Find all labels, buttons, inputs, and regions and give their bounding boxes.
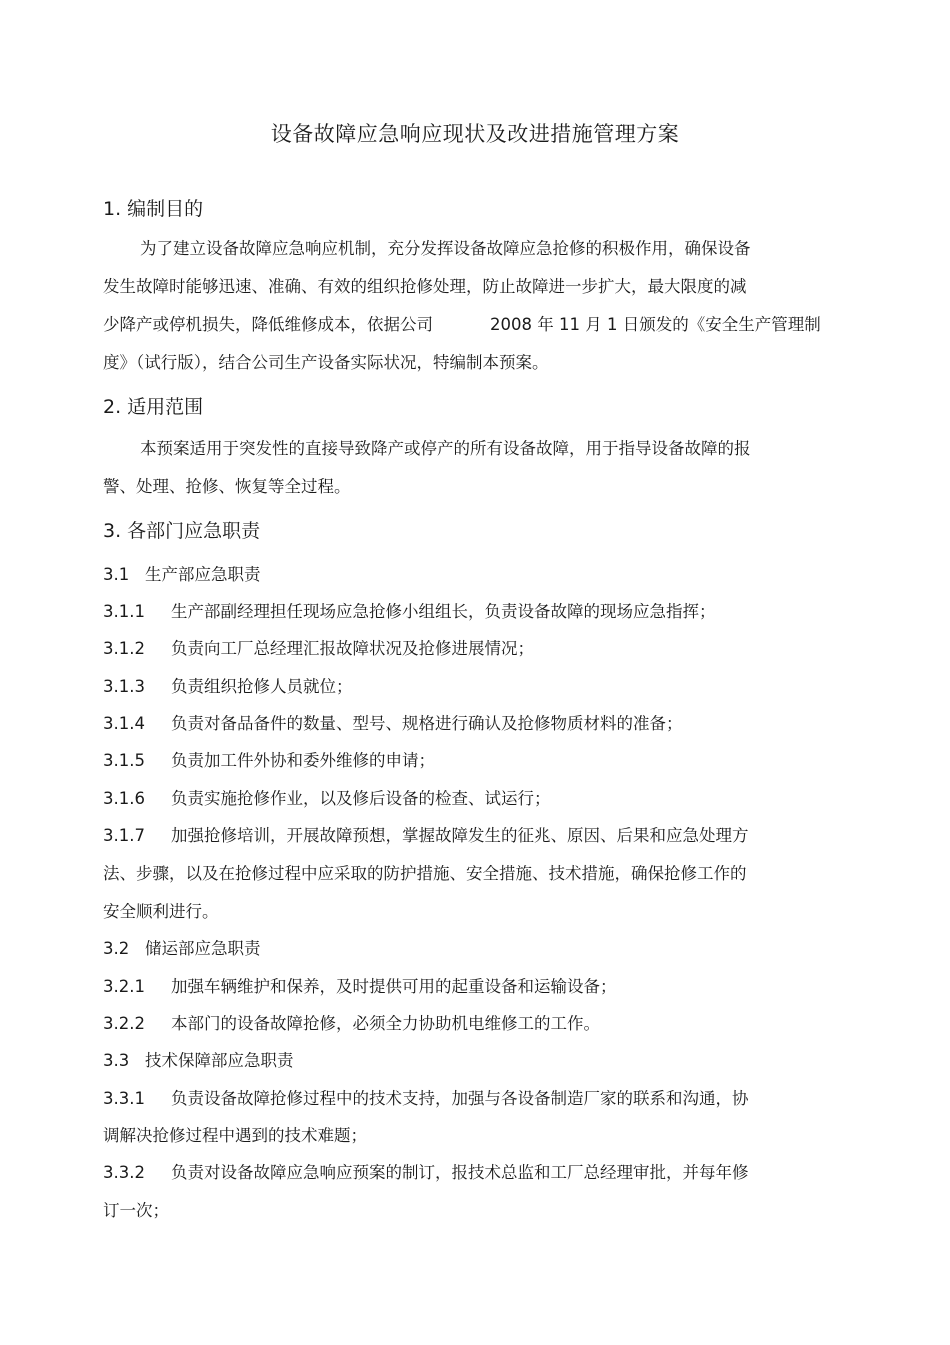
item-text: 负责实施抢修作业，以及修后设备的检查、试运行； xyxy=(171,789,551,808)
item-text: 负责加工件外协和委外维修的申请； xyxy=(171,751,435,770)
item-text: 本部门的设备故障抢修，必须全力协助机电维修工的工作。 xyxy=(171,1014,600,1033)
item-number: 3.3.1 xyxy=(103,1089,145,1108)
item-text: 负责组织抢修人员就位； xyxy=(171,677,353,696)
item-number: 3.2.2 xyxy=(103,1014,145,1033)
item-text-continuation: 法、步骤，以及在抢修过程中应采取的防护措施、安全措施、技术措施，确保抢修工作的 xyxy=(103,864,747,883)
item-number: 3.1.3 xyxy=(103,677,145,696)
section-1-line-3b: 2008 年 11 月 1 日颁发的《安全生产管理制 xyxy=(490,315,821,334)
item-text-continuation: 安全顺利进行。 xyxy=(103,902,219,921)
section-2-line-2: 警、处理、抢修、恢复等全过程。 xyxy=(103,477,351,496)
item-number: 3.3.2 xyxy=(103,1163,145,1182)
item-number: 3.1.4 xyxy=(103,714,145,733)
item-number: 3.1.6 xyxy=(103,789,145,808)
subsection-3-3-label: 3.3 技术保障部应急职责 xyxy=(103,1051,294,1070)
item-number: 3.2.1 xyxy=(103,977,145,996)
section-1-line-3a: 少降产或停机损失，降低维修成本，依据公司 xyxy=(103,315,433,334)
subsection-3-1-label: 3.1 生产部应急职责 xyxy=(103,565,261,584)
item-text: 负责对备品备件的数量、型号、规格进行确认及抢修物质材料的准备； xyxy=(171,714,683,733)
item-text: 负责设备故障抢修过程中的技术支持，加强与各设备制造厂家的联系和沟通，协 xyxy=(171,1089,749,1108)
item-text: 负责向工厂总经理汇报故障状况及抢修进展情况； xyxy=(171,639,534,658)
section-2-line-1: 本预案适用于突发性的直接导致降产或停产的所有设备故障，用于指导设备故障的报 xyxy=(140,439,751,458)
section-1-heading: 1. 编制目的 xyxy=(103,198,204,220)
section-1-line-2: 发生故障时能够迅速、准确、有效的组织抢修处理，防止故障进一步扩大，最大限度的减 xyxy=(103,277,747,296)
section-2-heading: 2. 适用范围 xyxy=(103,396,204,418)
section-1-line-1: 为了建立设备故障应急响应机制，充分发挥设备故障应急抢修的积极作用，确保设备 xyxy=(140,239,751,258)
section-1-line-4: 度》（试行版），结合公司生产设备实际状况，特编制本预案。 xyxy=(103,353,549,372)
item-number: 3.1.5 xyxy=(103,751,145,770)
item-number: 3.1.1 xyxy=(103,602,145,621)
subsection-3-2-label: 3.2 储运部应急职责 xyxy=(103,939,261,958)
item-number: 3.1.7 xyxy=(103,826,145,845)
item-text: 生产部副经理担任现场应急抢修小组组长，负责设备故障的现场应急指挥； xyxy=(171,602,716,621)
item-text: 负责对设备故障应急响应预案的制订，报技术总监和工厂总经理审批，并每年修 xyxy=(171,1163,749,1182)
item-text: 加强抢修培训，开展故障预想，掌握故障发生的征兆、原因、后果和应急处理方 xyxy=(171,826,749,845)
section-3-heading: 3. 各部门应急职责 xyxy=(103,520,261,542)
document-title: 设备故障应急响应现状及改进措施管理方案 xyxy=(270,122,680,146)
item-text-continuation: 调解决抢修过程中遇到的技术难题； xyxy=(103,1126,367,1145)
item-text: 加强车辆维护和保养，及时提供可用的起重设备和运输设备； xyxy=(171,977,617,996)
item-text-continuation: 订一次； xyxy=(103,1201,169,1220)
item-number: 3.1.2 xyxy=(103,639,145,658)
